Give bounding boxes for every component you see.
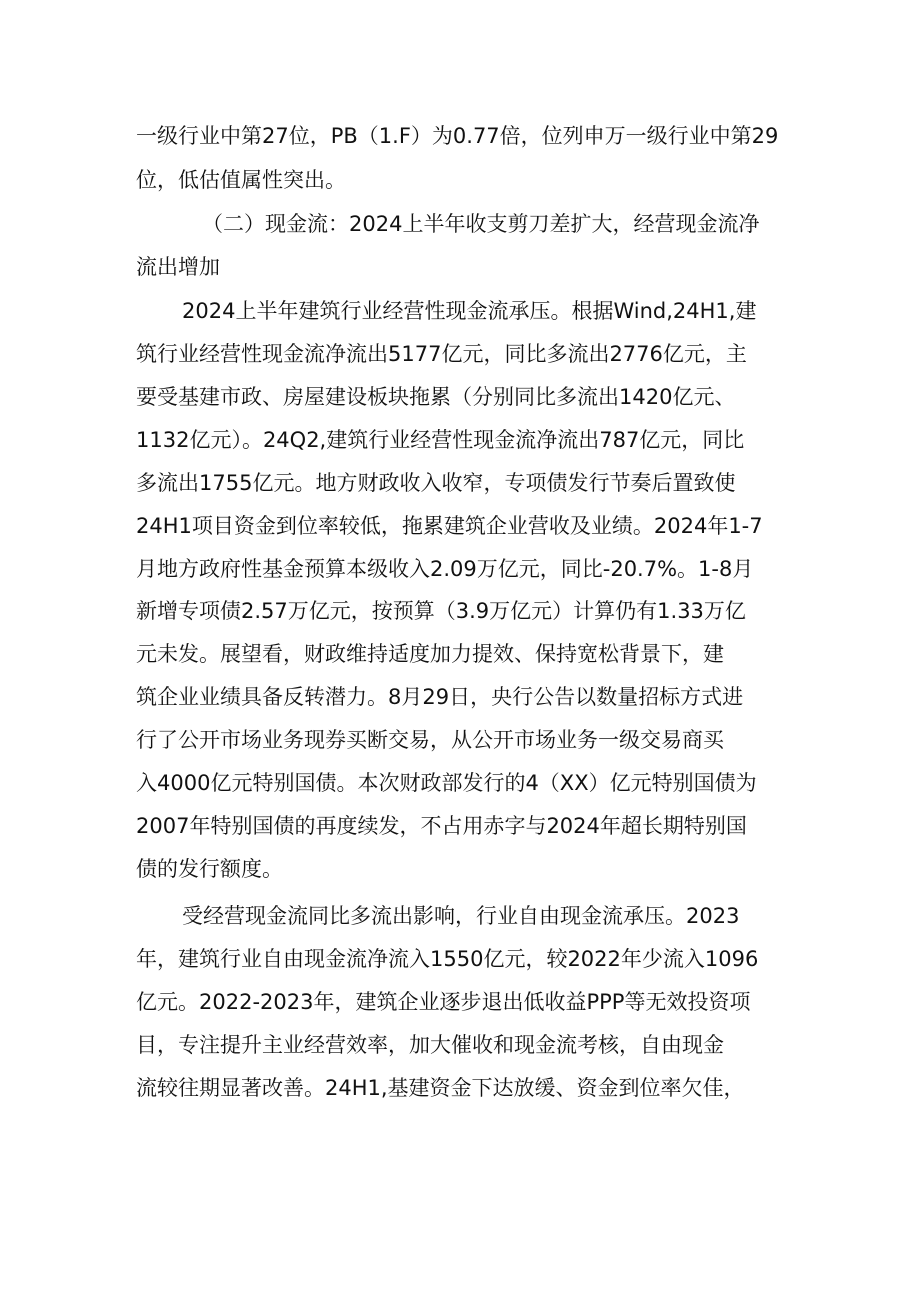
- paragraph-line: 24H1项目资金到位率较低，拖累建筑企业营收及业绩。2024年1-7: [136, 514, 763, 538]
- section-heading-line: （二）现金流：2024上半年收支剪刀差扩大，经营现金流净: [202, 212, 760, 236]
- paragraph-line: 月地方政府性基金预算本级收入2.09万亿元，同比-20.7%。1-8月: [136, 557, 754, 581]
- paragraph-line: 流较往期显著改善。24H1,基建资金下达放缓、资金到位率欠佳，: [136, 1076, 745, 1100]
- paragraph-line: 位，低估值属性突出。: [136, 168, 346, 192]
- paragraph-line: 新增专项债2.57万亿元，按预算（3.9万亿元）计算仍有1.33万亿: [136, 599, 746, 623]
- paragraph-line: 受经营现金流同比多流出影响，行业自由现金流承压。2023: [182, 904, 740, 928]
- paragraph-line: 多流出1755亿元。地方财政收入收窄，专项债发行节奏后置致使: [136, 471, 736, 495]
- paragraph-line: 一级行业中第27位，PB（1.F）为0.77倍，位列申万一级行业中第29: [136, 124, 779, 148]
- paragraph-line: 年，建筑行业自由现金流净流入1550亿元，较2022年少流入1096: [136, 947, 759, 971]
- paragraph-line: 入4000亿元特别国债。本次财政部发行的4（XX）亿元特别国债为: [136, 771, 757, 795]
- section-heading-line: 流出增加: [136, 255, 220, 279]
- paragraph-line: 行了公开市场业务现券买断交易，从公开市场业务一级交易商买: [136, 728, 724, 752]
- paragraph-line: 要受基建市政、房屋建设板块拖累（分别同比多流出1420亿元、: [136, 385, 736, 409]
- paragraph-line: 元未发。展望看，财政维持适度加力提效、保持宽松背景下，建: [136, 642, 724, 666]
- paragraph-line: 筑企业业绩具备反转潜力。8月29日，央行公告以数量招标方式进: [136, 685, 744, 709]
- paragraph-line: 目，专注提升主业经营效率，加大催收和现金流考核，自由现金: [136, 1033, 724, 1057]
- paragraph-line: 筑行业经营性现金流净流出5177亿元，同比多流出2776亿元，主: [136, 342, 747, 366]
- paragraph-line: 债的发行额度。: [136, 857, 283, 881]
- paragraph-line: 2007年特别国债的再度续发，不占用赤字与2024年超长期特别国: [136, 814, 747, 838]
- paragraph-line: 1132亿元）。24Q2,建筑行业经营性现金流净流出787亿元，同比: [136, 428, 745, 452]
- paragraph-line: 亿元。2022-2023年，建筑企业逐步退出低收益PPP等无效投资项: [136, 990, 751, 1014]
- paragraph-line: 2024上半年建筑行业经营性现金流承压。根据Wind,24H1,建: [182, 299, 757, 323]
